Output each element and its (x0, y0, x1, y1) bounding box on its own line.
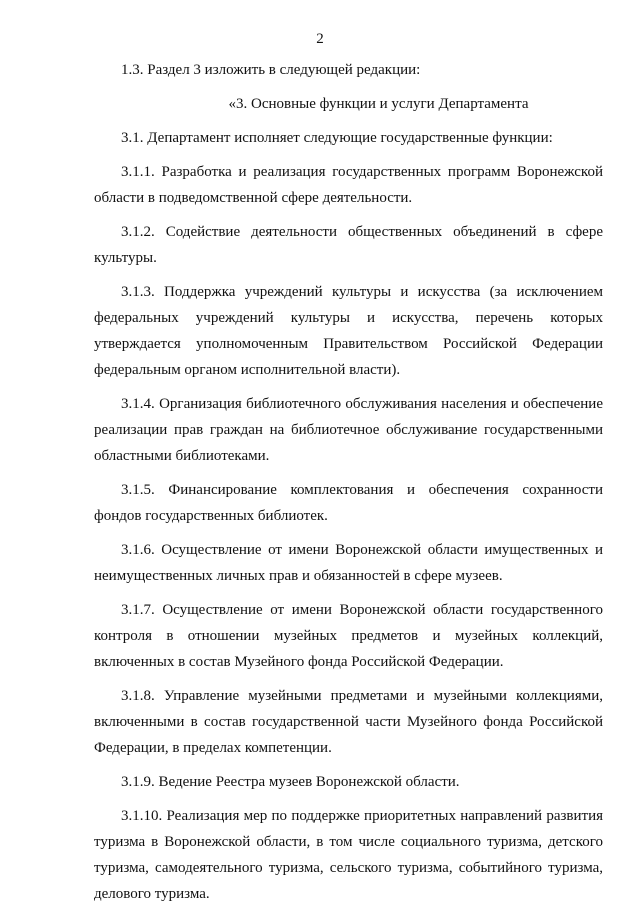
paragraph-3-1-4: 3.1.4. Организация библиотечного обслуживания населения и обеспечение реализации прав граждан на библиотечное обслуживание государственными областными библиотеками. (94, 396, 603, 464)
paragraph-3-1-1: 3.1.1. Разработка и реализация государственных программ Воронежской области в подведомственной сфере деятельности. (94, 164, 603, 206)
page-number: 2 (316, 31, 324, 47)
document-body (94, 57, 603, 915)
paragraph-3-1-3: 3.1.3. Поддержка учреждений культуры и искусства (за исключением федеральных учреждений культуры и искусства, перечень которых утверждается уполномоченным Правительством Российской Федерации федеральным органом исполнительной власти). (94, 284, 603, 378)
intro-paragraph: 1.3. Раздел 3 изложить в следующей редакции: (121, 62, 421, 78)
paragraph-3-1-8: 3.1.8. Управление музейными предметами и музейными коллекциями, включенными в состав государственной части Музейного фонда Российской Федерации, в пределах компетенции. (94, 688, 603, 756)
paragraph-3-1-7: 3.1.7. Осуществление от имени Воронежской области государственного контроля в отношении музейных предметов и музейных коллекций, включенных в состав Музейного фонда Российской Федерации. (94, 602, 603, 670)
paragraph-3-1-9: 3.1.9. Ведение Реестра музеев Воронежской области. (121, 774, 460, 790)
paragraph-3-1: 3.1. Департамент исполняет следующие государственные функции: (121, 130, 553, 146)
paragraph-3-1-5: 3.1.5. Финансирование комплектования и обеспечения сохранности фондов государственных библиотек. (94, 482, 603, 524)
paragraph-3-1-10: 3.1.10. Реализация мер по поддержке приоритетных направлений развития туризма в Воронежской области, в том числе социального туризма, детского туризма, самодеятельного туризма, сельского туризма, событийного туризма, делового туризма. (94, 808, 603, 902)
section-heading: «3. Основные функции и услуги Департамента (228, 96, 529, 112)
paragraph-3-1-2: 3.1.2. Содействие деятельности общественных объединений в сфере культуры. (94, 224, 603, 266)
paragraph-3-1-6: 3.1.6. Осуществление от имени Воронежской области имущественных и неимущественных личных прав и обязанностей в сфере музеев. (94, 542, 603, 584)
